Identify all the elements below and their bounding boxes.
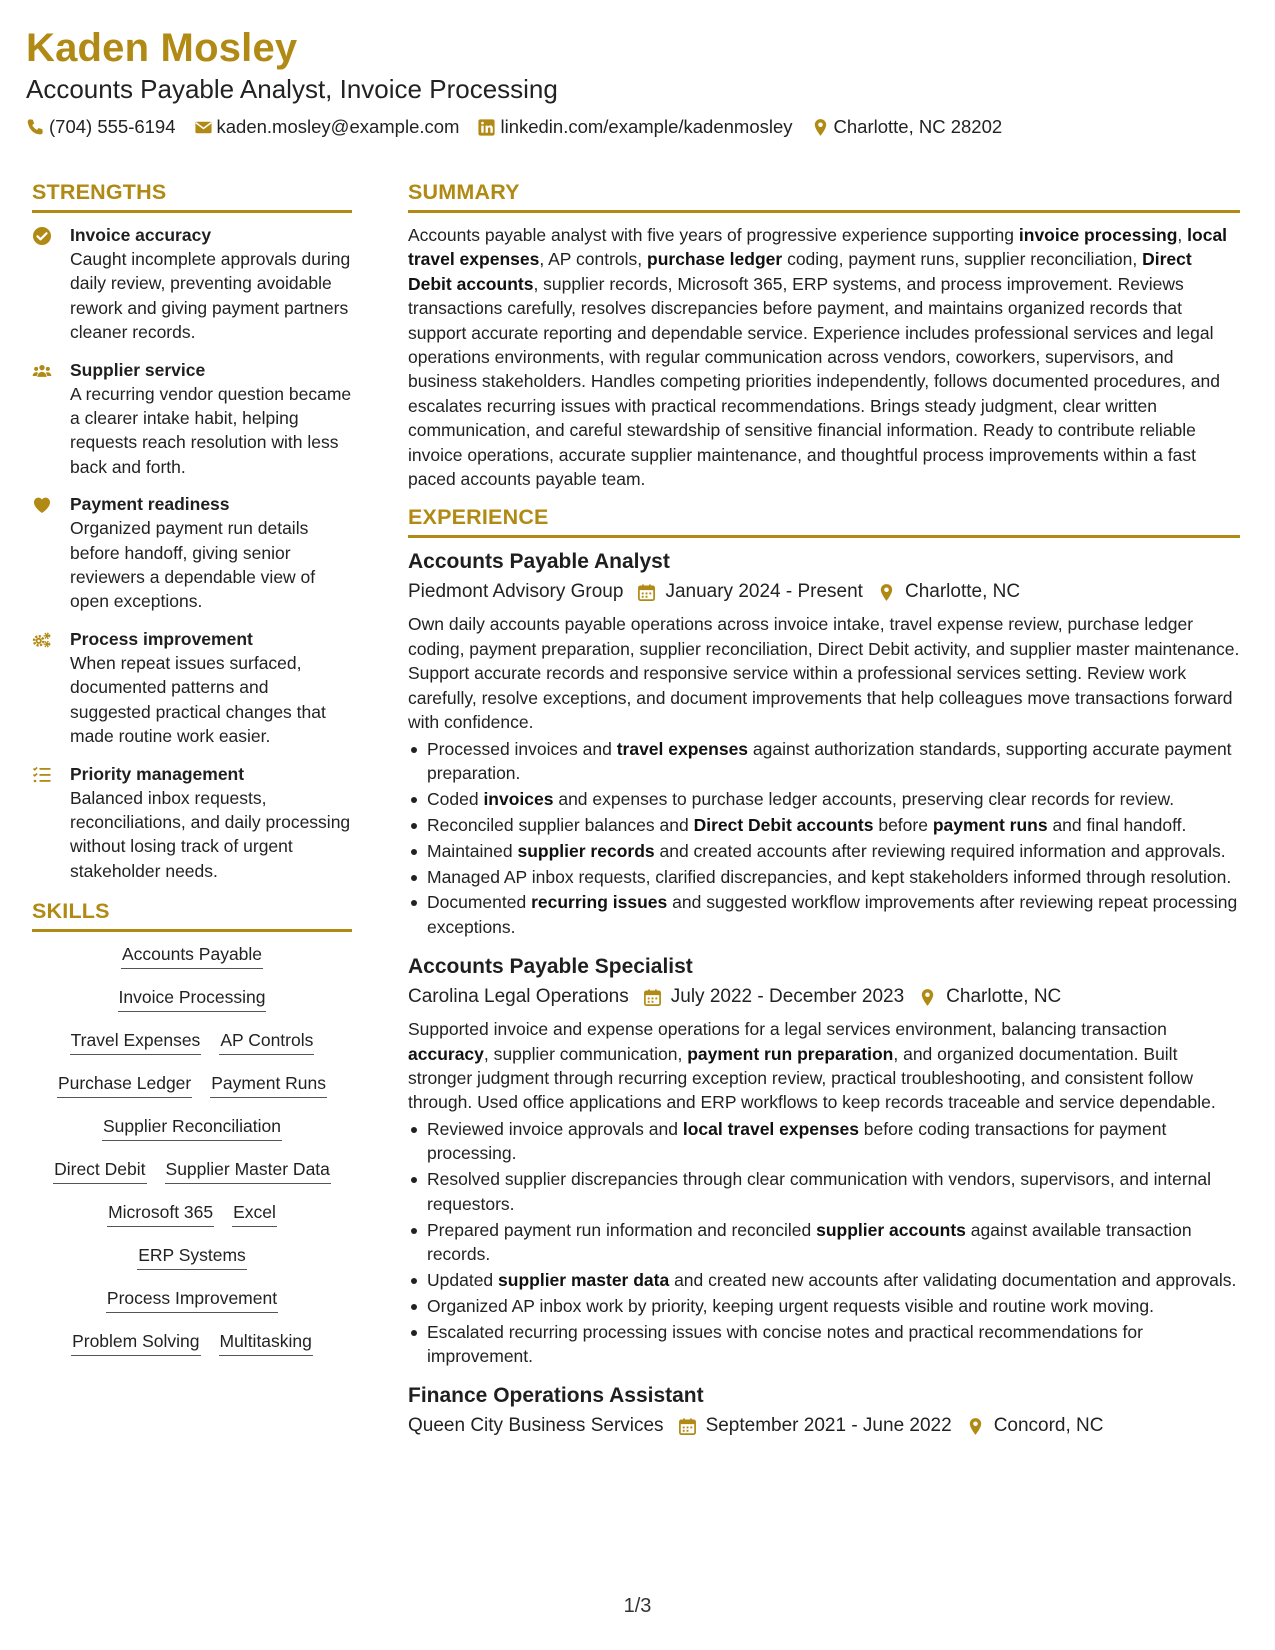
strength-item [32, 492, 352, 614]
skill-tag: Microsoft 365 [107, 1200, 214, 1227]
bullet-item: Prepared payment run information and reconciled supplier accounts against available transaction records. [408, 1218, 1240, 1267]
contact-email[interactable] [194, 114, 460, 140]
skill-tag: Problem Solving [71, 1329, 200, 1356]
bullet-item: Reconciled supplier balances and Direct Debit accounts before payment runs and final handoff. [408, 813, 1240, 837]
strength-desc: When repeat issues surfaced, documented patterns and suggested practical changes that made routine work easier. [70, 652, 326, 747]
linkedin-icon [477, 118, 496, 137]
skill-tag: ERP Systems [137, 1243, 247, 1270]
job-dates: September 2021 - June 2022 [705, 1415, 952, 1437]
candidate-role: Accounts Payable Analyst, Invoice Processing [26, 74, 558, 104]
strengths-heading: STRENGTHS [32, 178, 352, 213]
sidebar [32, 178, 352, 1372]
skill-row [32, 1243, 352, 1270]
strength-item [32, 627, 352, 749]
job-title: Finance Operations Assistant [408, 1384, 704, 1408]
strength-desc: Balanced inbox requests, reconciliations, and daily processing without losing track of urgent stakeholder needs. [70, 787, 351, 881]
job-description: Supported invoice and expense operations for a legal services environment, balancing transaction accuracy, supplier communication, payment run preparation, and organized documentation. Built stronger judgment through recurring exception review, practical troubleshooting, and consistent follow through. Used office applications and ERP workflows to keep records traceable and service dependable. [408, 1019, 1216, 1113]
job-description: Own daily accounts payable operations across invoice intake, travel expense review, purchase ledger coding, payment preparation, supplier reconciliation, Direct Debit activity, and supplier master maintenance. Support accurate records and responsive service within a professional services setting. Review work carefully, resolve exceptions, and document improvements that help colleagues move transactions forward with confidence. [408, 614, 1240, 733]
skills-heading: SKILLS [32, 897, 352, 932]
map-pin-icon [877, 583, 896, 602]
skill-tag: Purchase Ledger [57, 1071, 192, 1098]
job-title: Accounts Payable Specialist [408, 955, 693, 979]
heart-icon [32, 495, 52, 515]
strength-title: Invoice accuracy [70, 225, 212, 245]
calendar-icon [643, 988, 662, 1007]
skill-row [32, 942, 352, 969]
summary-text: Accounts payable analyst with five years of progressive experience supporting invoice processing, local travel expenses, AP controls, purchase ledger coding, payment runs, supplier reconciliation, Direct Debit accounts, supplier records, Microsoft 365, ERP systems, and process improvement. Reviews transactions carefully, resolves discrepancies before payment, and maintains organized records that support accurate reporting and dependable service. Experience includes professional services and legal operations environments, with regular communication across vendors, coworkers, supervisors, and business stakeholders. Handles competing priorities independently, follows documented procedures, and escalates recurring issues with practical recommendations. Brings steady judgment, clear written communication, and careful stewardship of sensitive financial information. Ready to contribute reliable invoice operations, accurate supplier maintenance, and thoughtful process improvements within a fast paced accounts payable team. [408, 225, 1228, 490]
bullet-item: Coded invoices and expenses to purchase ledger accounts, preserving clear records for review. [408, 787, 1240, 811]
job-meta [408, 578, 1240, 606]
phone-text: (704) 555-6194 [49, 116, 176, 137]
skill-row [32, 1071, 352, 1098]
skill-row [32, 1200, 352, 1227]
job-company: Queen City Business Services [408, 1415, 664, 1437]
skills-list [32, 942, 352, 1356]
skill-row [32, 1157, 352, 1184]
job-company: Piedmont Advisory Group [408, 581, 624, 603]
strength-title: Supplier service [70, 359, 206, 380]
job-company: Carolina Legal Operations [408, 986, 629, 1008]
gears-icon [32, 630, 52, 650]
bullet-item: Updated supplier master data and created new accounts after validating documentation and approvals. [408, 1268, 1240, 1292]
skill-tag: Supplier Master Data [165, 1157, 331, 1184]
strength-title: Process improvement [70, 628, 253, 649]
strength-desc: A recurring vendor question became a clearer intake habit, helping requests reach resolution with less back and forth. [70, 383, 352, 477]
skill-tag: Accounts Payable [121, 942, 263, 969]
skill-tag: Travel Expenses [70, 1028, 202, 1055]
job-bullets [408, 1117, 1240, 1369]
skill-tag: Multitasking [219, 1329, 313, 1356]
job-entry [408, 548, 1240, 939]
strength-title: Priority management [70, 763, 245, 784]
bullet-item: Resolved supplier discrepancies through clear communication with vendors, supervisors, and internal requestors. [408, 1167, 1240, 1216]
skill-tag: Excel [232, 1200, 277, 1227]
job-entry [408, 953, 1240, 1368]
map-pin-icon [966, 1417, 985, 1436]
email-text: kaden.mosley@example.com [216, 116, 460, 137]
resume-header [26, 24, 1246, 140]
job-bullets [408, 737, 1240, 940]
skill-row [32, 1286, 352, 1313]
list-check-icon [32, 765, 52, 785]
bullet-item: Processed invoices and travel expenses against authorization standards, supporting accurate payment preparation. [408, 737, 1240, 786]
job-location: Concord, NC [993, 1415, 1104, 1437]
skill-row [32, 1114, 352, 1141]
job-dates: July 2022 - December 2023 [670, 986, 905, 1008]
contact-bar [26, 114, 1246, 140]
job-location: Charlotte, NC [946, 986, 1062, 1008]
job-entry [408, 1382, 1240, 1440]
skill-tag: Process Improvement [106, 1286, 278, 1313]
strength-item [32, 358, 352, 480]
experience-list [408, 548, 1240, 1440]
job-meta [408, 1412, 1240, 1440]
users-icon [32, 361, 52, 381]
skill-tag: Payment Runs [210, 1071, 327, 1098]
skill-tag: AP Controls [219, 1028, 314, 1055]
calendar-icon [678, 1417, 697, 1436]
linkedin-text: linkedin.com/example/kadenmosley [500, 116, 793, 137]
bullet-item: Managed AP inbox requests, clarified discrepancies, and kept stakeholders informed through resolution. [408, 865, 1240, 889]
skill-tag: Direct Debit [53, 1157, 146, 1184]
phone-icon [26, 118, 45, 137]
bullet-item: Organized AP inbox work by priority, keeping urgent requests visible and routine work moving. [408, 1294, 1240, 1318]
map-pin-icon [811, 118, 830, 137]
calendar-icon [637, 583, 656, 602]
skill-row [32, 985, 352, 1012]
check-circle-icon [32, 226, 52, 246]
job-meta [408, 983, 1240, 1011]
skill-tag: Invoice Processing [118, 985, 267, 1012]
bullet-item: Reviewed invoice approvals and local travel expenses before coding transactions for payment processing. [408, 1117, 1240, 1166]
contact-location [811, 114, 1003, 140]
experience-heading: EXPERIENCE [408, 503, 1240, 538]
job-location: Charlotte, NC [904, 581, 1021, 603]
bullet-item: Documented recurring issues and suggested workflow improvements after reviewing repeat processing exceptions. [408, 890, 1240, 939]
page-number: 1/3 [623, 1595, 652, 1617]
skill-row [32, 1028, 352, 1055]
strength-item [32, 762, 352, 884]
skill-row [32, 1329, 352, 1356]
main-column [408, 178, 1240, 1454]
bullet-item: Escalated recurring processing issues with concise notes and practical recommendations for improvement. [408, 1320, 1240, 1369]
job-title: Accounts Payable Analyst [408, 550, 670, 574]
location-text: Charlotte, NC 28202 [833, 116, 1003, 137]
map-pin-icon [918, 988, 937, 1007]
bullet-item: Maintained supplier records and created accounts after reviewing required information and approvals. [408, 839, 1240, 863]
envelope-icon [194, 118, 213, 137]
strength-title: Payment readiness [70, 494, 230, 515]
candidate-name: Kaden Mosley [26, 26, 298, 70]
contact-phone [26, 114, 176, 140]
summary-heading: SUMMARY [408, 178, 1240, 213]
strength-item [32, 223, 352, 345]
strength-desc: Caught incomplete approvals during daily review, preventing avoidable rework and giving payment partners cleaner records. [70, 249, 351, 343]
skill-tag: Supplier Reconciliation [102, 1114, 282, 1141]
job-dates: January 2024 - Present [665, 581, 863, 603]
contact-linkedin[interactable] [477, 114, 792, 140]
strength-desc: Organized payment run details before handoff, giving senior reviewers a dependable view of open exceptions. [70, 518, 316, 612]
